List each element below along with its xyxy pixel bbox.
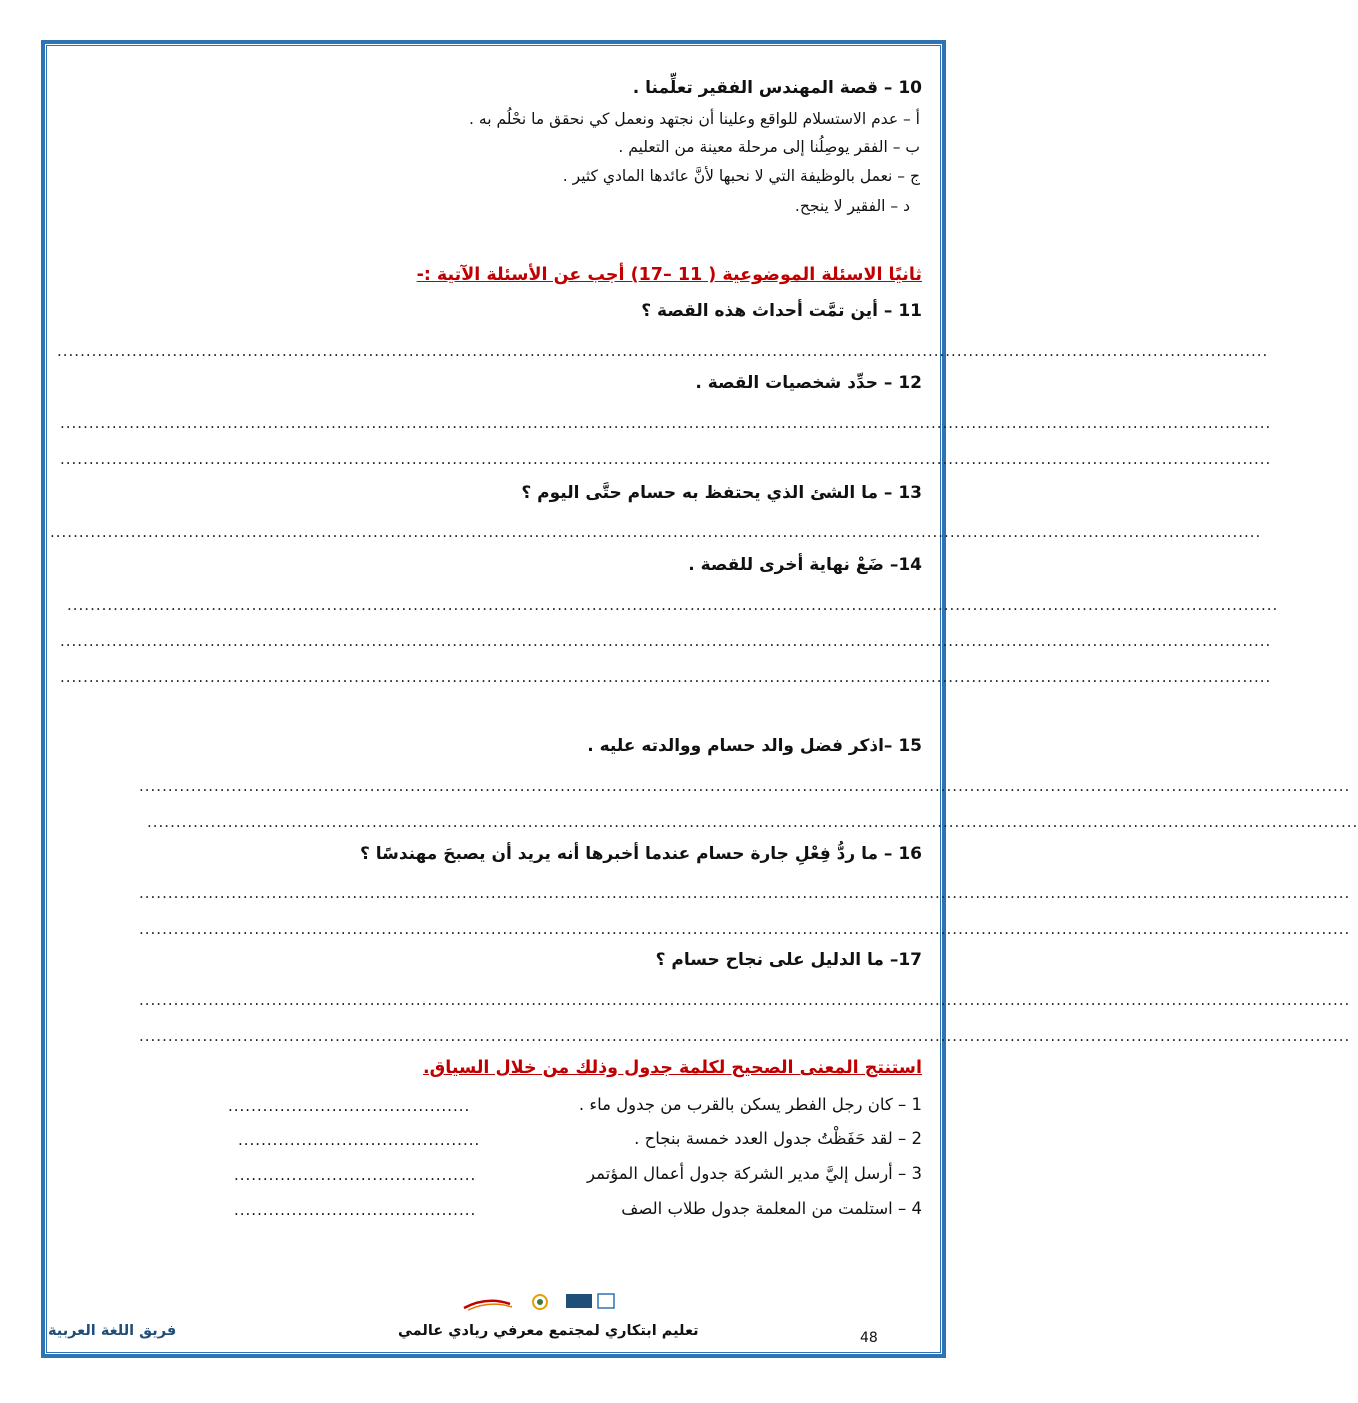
- unesco-logo-icon: [566, 1294, 592, 1308]
- footer-team: فريق اللغة العربية: [48, 1323, 177, 1339]
- deduce-blank-3[interactable]: ..........................................: [234, 1166, 477, 1184]
- q10-option-c: ج – نعمل بالوظيفة التي لا نحبها لأنَّ عائدها المادي كثير .: [562, 167, 920, 185]
- answer-line[interactable]: ..................................................................................................................................................................................................................: [139, 1027, 1351, 1045]
- footer-slogan: تعليم ابتكاري لمجتمع معرفي ريادي عالمي: [398, 1323, 699, 1339]
- deduce-item-1: 1 – كان رجل الفطر يسكن بالقرب من جدول ماء .: [578, 1095, 922, 1114]
- q17: 17– ما الدليل على نجاح حسام ؟: [655, 950, 922, 970]
- q13: 13 – ما الشئ الذي يحتفظ به حسام حتَّى اليوم ؟: [521, 483, 922, 503]
- page-border-inner: [46, 45, 1358, 1353]
- deduce-blank-2[interactable]: ..........................................: [238, 1131, 481, 1149]
- answer-line[interactable]: ..................................................................................................................................................................................................................: [60, 450, 1272, 468]
- answer-line[interactable]: ..................................................................................................................................................................................................................: [139, 920, 1351, 938]
- answer-line[interactable]: ..................................................................................................................................................................................................................: [60, 668, 1272, 686]
- q10-title: 10 – قصة المهندس الفقير تعلِّمنا .: [632, 78, 922, 98]
- deduce-blank-1[interactable]: ..........................................: [228, 1097, 471, 1115]
- q14: 14– ضَعْ نهاية أخرى للقصة .: [688, 555, 922, 575]
- deduce-item-3: 3 – أرسل إليَّ مدير الشركة جدول أعمال المؤتمر: [587, 1164, 922, 1183]
- deduce-item-4: 4 – استلمت من المعلمة جدول طلاب الصف: [621, 1199, 922, 1218]
- deduce-blank-4[interactable]: ..........................................: [234, 1201, 477, 1219]
- answer-line[interactable]: ..................................................................................................................................................................................................................: [139, 777, 1351, 795]
- q11: 11 – أين تمَّت أحداث هذه القصة ؟: [641, 301, 922, 321]
- q16: 16 – ما ردُّ فِعْلِ جارة حسام عندما أخبرها أنه يريد أن يصبحَ مهندسًا ؟: [359, 844, 922, 864]
- answer-line[interactable]: ..................................................................................................................................................................................................................: [139, 991, 1351, 1009]
- page-number: 48: [860, 1330, 878, 1346]
- answer-line[interactable]: ..................................................................................................................................................................................................................: [147, 813, 1358, 831]
- answer-line[interactable]: ..................................................................................................................................................................................................................: [139, 884, 1351, 902]
- deduce-title: استنتج المعنى الصحيح لكلمة جدول وذلك من خلال السياق.: [423, 1058, 922, 1078]
- answer-line[interactable]: ..................................................................................................................................................................................................................: [57, 342, 1269, 360]
- q10-option-a: أ – عدم الاستسلام للواقع وعلينا أن نجتهد ونعمل كي نحقق ما نحْلُم به .: [469, 110, 920, 128]
- answer-line[interactable]: ..................................................................................................................................................................................................................: [67, 596, 1279, 614]
- q12: 12 – حدِّد شخصيات القصة .: [695, 373, 922, 393]
- answer-line[interactable]: ..................................................................................................................................................................................................................: [60, 632, 1272, 650]
- answer-line[interactable]: ..................................................................................................................................................................................................................: [50, 523, 1262, 541]
- q10-option-d: د – الفقير لا ينجح.: [794, 197, 910, 215]
- footer-logos: [462, 1290, 632, 1314]
- deduce-item-2: 2 – لقد حَفَظْتُ جدول العدد خمسة بنجاح .: [634, 1129, 922, 1148]
- q10-option-b: ب – الفقر يوصِلُنا إلى مرحلة معينة من التعليم .: [618, 138, 920, 156]
- q15: 15 –اذكر فضل والد حسام ووالدته عليه .: [587, 736, 922, 756]
- section2-title: ثانيًا الاسئلة الموضوعية ( 11 –17) أجب عن الأسئلة الآتية :-: [416, 265, 922, 285]
- answer-line[interactable]: ..................................................................................................................................................................................................................: [60, 414, 1272, 432]
